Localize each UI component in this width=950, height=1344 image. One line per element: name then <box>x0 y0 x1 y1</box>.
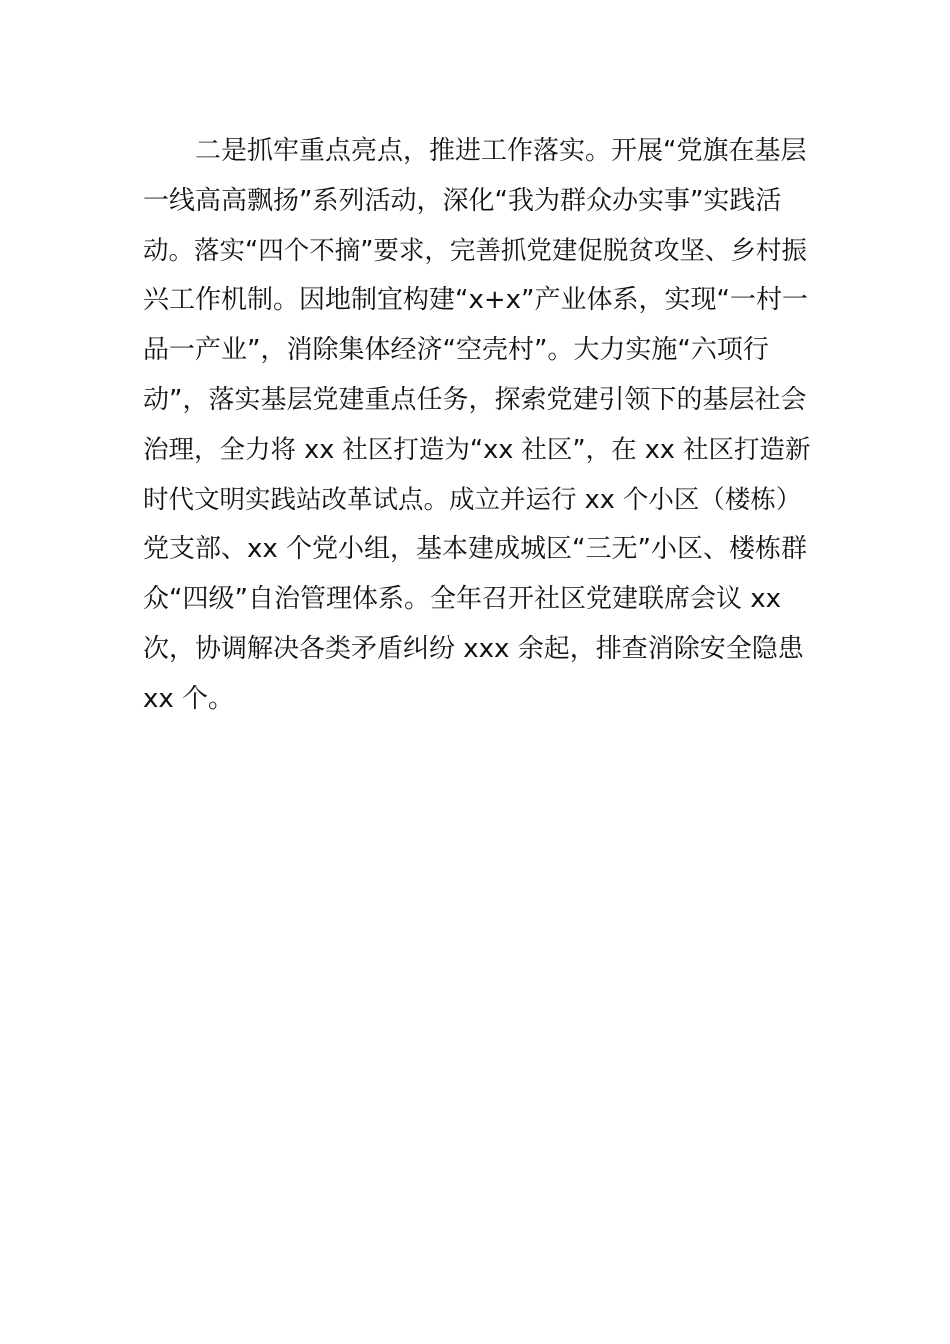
paragraph-line-8: 时代文明实践站改革试点。成立并运行 xx 个小区（楼栋） <box>143 484 802 515</box>
paragraph-line-9: 党支部、xx 个党小组，基本建成城区“三无”小区、楼栋群 <box>143 534 807 565</box>
paragraph-line-10: 众“四级”自治管理体系。全年召开社区党建联席会议 xx <box>143 584 781 615</box>
paragraph-line-12: xx 个。 <box>143 683 235 714</box>
paragraph-line-5: 品一产业”，消除集体经济“空壳村”。大力实施“六项行 <box>143 335 769 366</box>
paragraph-line-2: 一线高高飘扬”系列活动，深化“我为群众办实事”实践活 <box>143 185 782 216</box>
paragraph-line-1: 二是抓牢重点亮点，推进工作落实。开展“党旗在基层 <box>195 136 807 166</box>
body-paragraph <box>143 127 813 725</box>
paragraph-line-6: 动”，落实基层党建重点任务，探索党建引领下的基层社会 <box>143 384 807 415</box>
paragraph-line-11: 次，协调解决各类矛盾纠纷 xxx 余起，排查消除安全隐患 <box>143 633 804 664</box>
paragraph-line-3: 动。落实“四个不摘”要求，完善抓党建促脱贫攻坚、乡村振 <box>143 235 807 266</box>
paragraph-line-7: 治理，全力将 xx 社区打造为“xx 社区”，在 xx 社区打造新 <box>143 434 811 465</box>
paragraph-line-4: 兴工作机制。因地制宜构建“x+x”产业体系，实现“一村一 <box>143 285 808 316</box>
